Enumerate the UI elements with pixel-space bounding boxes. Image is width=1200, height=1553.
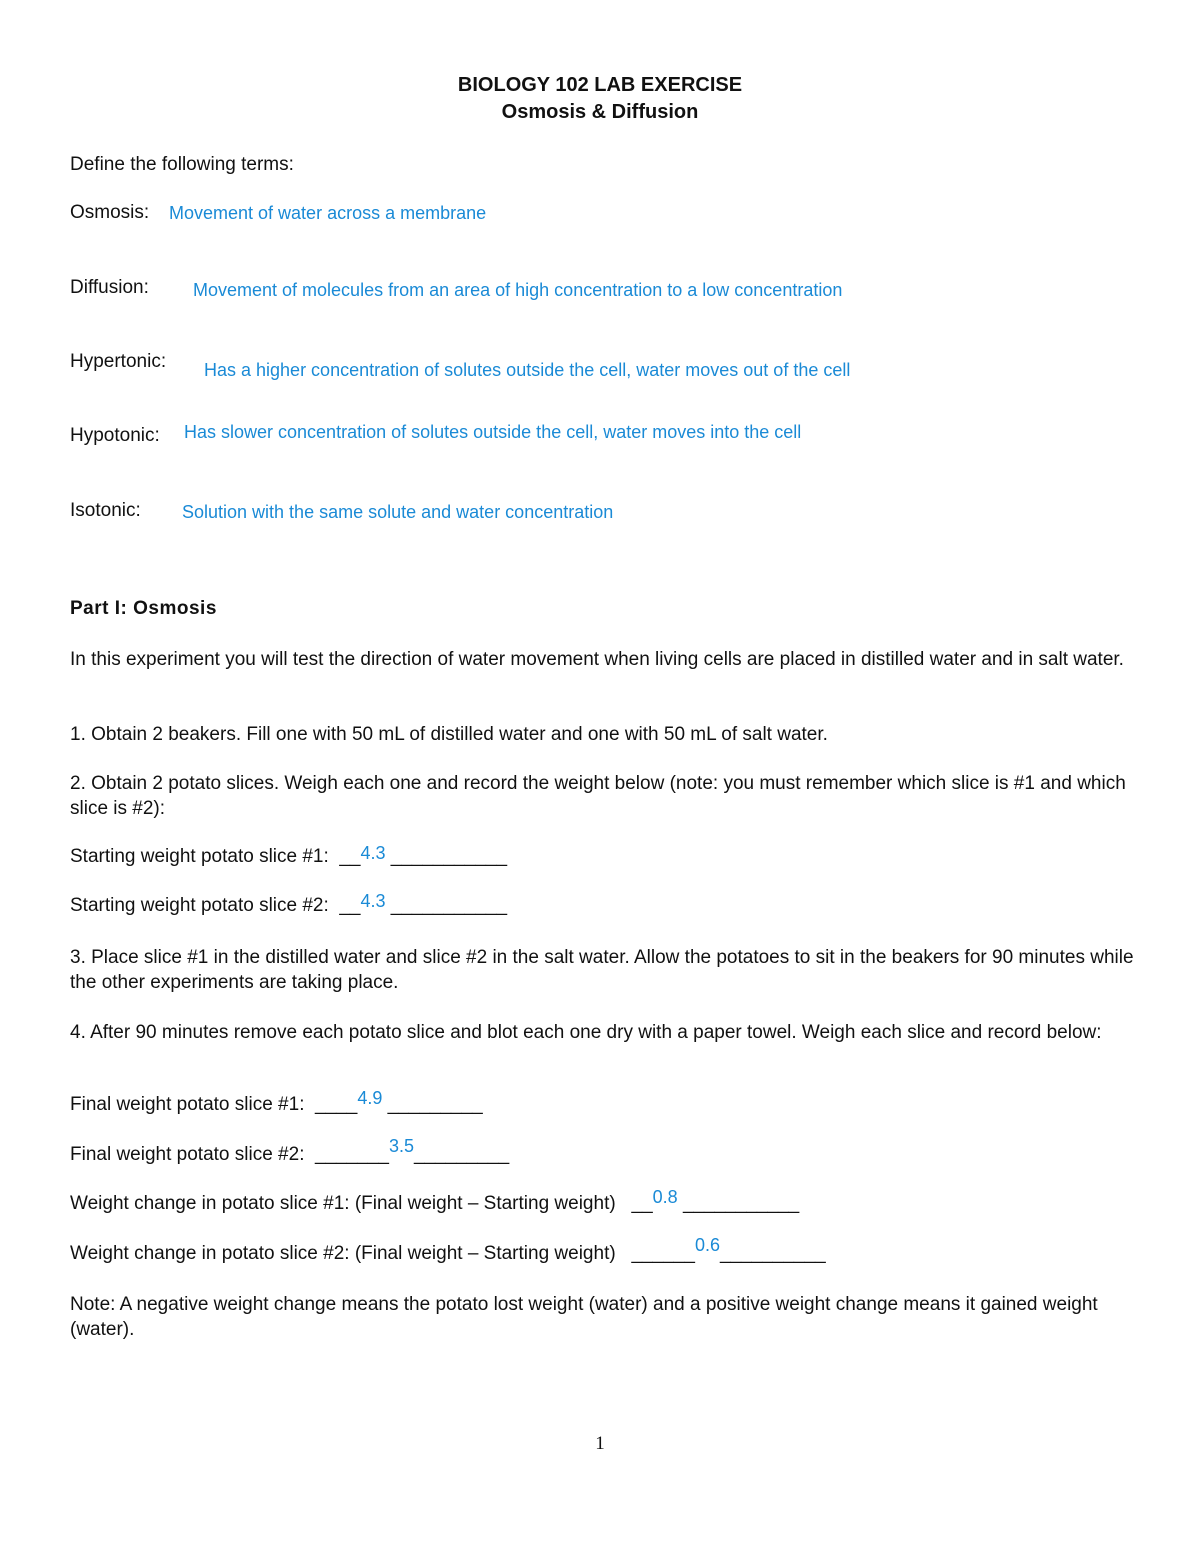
record-label: Weight change in potato slice #1: (Final weight – Starting weight): [70, 1193, 616, 1214]
blank-line: _________: [414, 1144, 510, 1165]
part1-intro: In this experiment you will test the direction of water movement when living cells are placed in distilled water and in salt water.: [70, 649, 1124, 670]
blank-line: __: [339, 895, 361, 916]
record-row: [70, 1088, 483, 1116]
blank-line: ______: [631, 1243, 695, 1264]
step-4: 4. After 90 minutes remove each potato slice and blot each one dry with a paper towel. Weigh each slice and record below:: [70, 1022, 1102, 1043]
record-answer: 3.5: [389, 1136, 415, 1156]
record-row: [70, 1235, 826, 1265]
page-number: 1: [595, 1433, 605, 1454]
step-2: 2. Obtain 2 potato slices. Weigh each one and record the weight below (note: you must remember which slice is #1 and which slice is #2):: [70, 773, 1126, 819]
section-heading: Part I: Osmosis: [70, 598, 217, 619]
step-3: 3. Place slice #1 in the distilled water and slice #2 in the salt water. Allow the potatoes to sit in the beakers for 90 minutes while the other experiments are taking place.: [70, 947, 1134, 993]
term-isotonic: Isotonic:: [70, 500, 141, 521]
record-answer: 0.8: [652, 1187, 678, 1207]
record-label: Final weight potato slice #2:: [70, 1144, 305, 1165]
term-hypotonic: Hypotonic:: [70, 425, 160, 446]
record-row: [70, 1187, 800, 1215]
blank-line: ___________: [682, 1193, 800, 1214]
blank-line: ____: [315, 1094, 358, 1115]
blank-line: __: [631, 1193, 653, 1214]
blank-line: _________: [387, 1094, 483, 1115]
record-answer: 4.3: [360, 843, 386, 863]
blank-line: ___________: [390, 895, 508, 916]
answer-diffusion: Movement of molecules from an area of high concentration to a low concentration: [193, 280, 843, 300]
document-subtitle: Osmosis & Diffusion: [501, 101, 699, 123]
blank-line: _______: [315, 1144, 389, 1165]
answer-osmosis: Movement of water across a membrane: [169, 203, 487, 223]
answer-hypertonic: Has a higher concentration of solutes outside the cell, water moves out of the cell: [204, 360, 851, 380]
blank-line: __: [339, 846, 361, 867]
record-label: Starting weight potato slice #1:: [70, 846, 329, 867]
record-answer: 4.9: [357, 1088, 383, 1108]
step-1: 1. Obtain 2 beakers. Fill one with 50 mL of distilled water and one with 50 mL of salt water.: [70, 724, 828, 745]
term-diffusion: Diffusion:: [70, 277, 149, 298]
record-label: Weight change in potato slice #2: (Final weight – Starting weight): [70, 1243, 616, 1264]
record-row: [70, 843, 508, 868]
blank-line: ___________: [390, 846, 508, 867]
term-osmosis: Osmosis:: [70, 202, 150, 223]
answer-hypotonic: Has slower concentration of solutes outside the cell, water moves into the cell: [184, 422, 802, 442]
record-row: [70, 891, 508, 917]
record-answer: 4.3: [360, 891, 386, 911]
term-hypertonic: Hypertonic:: [70, 351, 167, 372]
document-title: BIOLOGY 102 LAB EXERCISE: [457, 74, 743, 96]
weight-change-note: Note: A negative weight change means the potato lost weight (water) and a positive weight change means it gained weight (water).: [70, 1294, 1098, 1340]
record-label: Starting weight potato slice #2:: [70, 895, 329, 916]
answer-isotonic: Solution with the same solute and water concentration: [182, 502, 614, 522]
definitions-intro: Define the following terms:: [70, 154, 294, 175]
record-label: Final weight potato slice #1:: [70, 1094, 305, 1115]
record-row: [70, 1136, 510, 1166]
record-answer: 0.6: [694, 1235, 720, 1255]
blank-line: __________: [719, 1243, 826, 1264]
